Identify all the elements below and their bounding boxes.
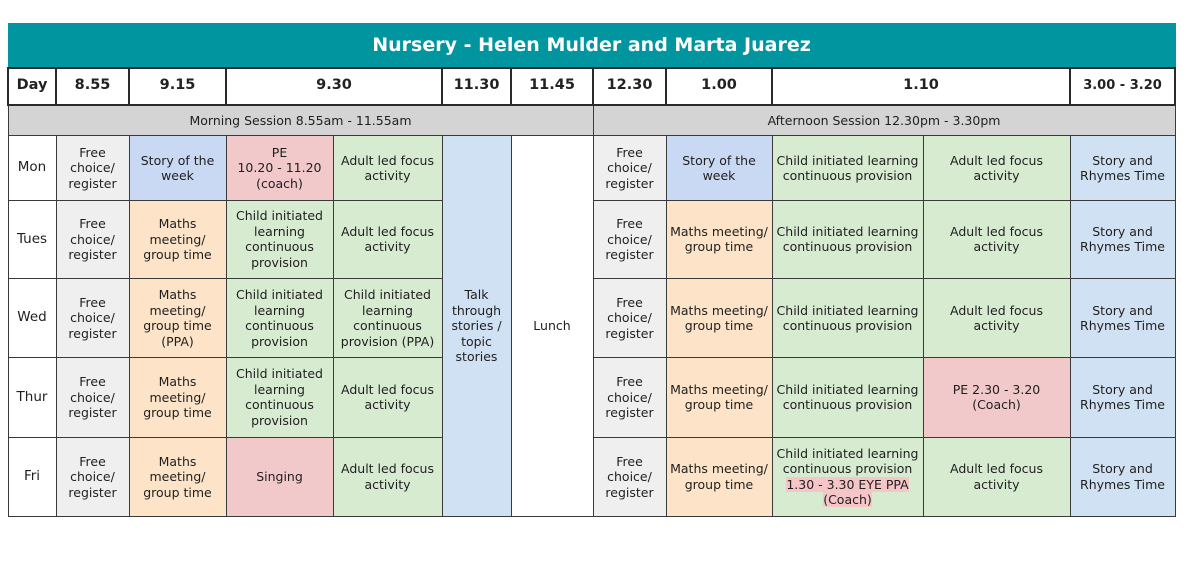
tues-story-rhymes: Story and Rhymes Time bbox=[1070, 200, 1175, 278]
mon-adult-led: Adult led focus activity bbox=[333, 136, 442, 200]
tues-pm-maths-meeting: Maths meeting/ group time bbox=[666, 200, 772, 278]
header-time-1230: 12.30 bbox=[593, 68, 666, 105]
mon-story-of-week: Story of the week bbox=[129, 136, 226, 200]
day-label-thur: Thur bbox=[8, 358, 56, 437]
mon-pe-time: 10.20 - 11.20 bbox=[237, 160, 322, 176]
tues-child-initiated: Child initiated learning continuous provision bbox=[226, 200, 333, 278]
fri-singing: Singing bbox=[226, 437, 333, 516]
mon-pe bbox=[226, 136, 333, 200]
header-time-1310: 1.10 bbox=[772, 68, 1070, 105]
fri-maths-meeting: Maths meeting/ group time bbox=[129, 437, 226, 516]
thur-maths-meeting: Maths meeting/ group time bbox=[129, 358, 226, 437]
mon-pm-free-choice: Free choice/ register bbox=[593, 136, 666, 200]
thur-story-rhymes: Story and Rhymes Time bbox=[1070, 358, 1175, 437]
header-time-0930: 9.30 bbox=[226, 68, 442, 105]
thur-pm-free-choice: Free choice/ register bbox=[593, 358, 666, 437]
wed-free-choice: Free choice/ register bbox=[56, 279, 129, 358]
day-label-mon: Mon bbox=[8, 136, 56, 200]
header-time-1300: 1.00 bbox=[666, 68, 772, 105]
fri-eye-ppa-coach: (Coach) bbox=[823, 492, 872, 508]
mon-pe-coach: (coach) bbox=[256, 175, 303, 191]
fri-child-initiated-text: Child initiated learning continuous provision bbox=[776, 445, 919, 477]
talk-through-stories: Talk through stories / topic stories bbox=[442, 136, 511, 517]
thur-pe-time: PE 2.30 - 3.20 bbox=[952, 381, 1041, 397]
tues-free-choice: Free choice/ register bbox=[56, 200, 129, 278]
header-time-0915: 9.15 bbox=[129, 68, 226, 105]
fri-eye-ppa: 1.30 - 3.30 EYE PPA bbox=[786, 476, 909, 492]
wed-maths-meeting-ppa: Maths meeting/ group time (PPA) bbox=[129, 279, 226, 358]
lunch: Lunch bbox=[511, 136, 593, 517]
tues-pm-child-initiated: Child initiated learning continuous provision bbox=[772, 200, 923, 278]
header-time-1500: 3.00 - 3.20 bbox=[1070, 68, 1175, 105]
nursery-timetable bbox=[7, 23, 1176, 517]
mon-pe-title: PE bbox=[271, 144, 288, 160]
thur-pm-maths-meeting: Maths meeting/ group time bbox=[666, 358, 772, 437]
fri-adult-led: Adult led focus activity bbox=[333, 437, 442, 516]
thur-child-initiated: Child initiated learning continuous provision bbox=[226, 358, 333, 437]
fri-pm-free-choice: Free choice/ register bbox=[593, 437, 666, 516]
wed-story-rhymes: Story and Rhymes Time bbox=[1070, 279, 1175, 358]
header-day: Day bbox=[8, 68, 56, 105]
day-label-fri: Fri bbox=[8, 437, 56, 516]
wed-pm-adult-led: Adult led focus activity bbox=[923, 279, 1070, 358]
day-label-wed: Wed bbox=[8, 279, 56, 358]
fri-free-choice: Free choice/ register bbox=[56, 437, 129, 516]
thur-pm-child-initiated: Child initiated learning continuous provision bbox=[772, 358, 923, 437]
morning-session-banner: Morning Session 8.55am - 11.55am bbox=[8, 105, 593, 136]
wed-pm-child-initiated: Child initiated learning continuous provision bbox=[772, 279, 923, 358]
header-time-0855: 8.55 bbox=[56, 68, 129, 105]
thur-pe-coach: (Coach) bbox=[972, 397, 1021, 413]
afternoon-session-banner: Afternoon Session 12.30pm - 3.30pm bbox=[593, 105, 1175, 136]
wed-child-initiated: Child initiated learning continuous provision bbox=[226, 279, 333, 358]
wed-pm-free-choice: Free choice/ register bbox=[593, 279, 666, 358]
fri-story-rhymes: Story and Rhymes Time bbox=[1070, 437, 1175, 516]
wed-child-initiated-ppa: Child initiated learning continuous provision (PPA) bbox=[333, 279, 442, 358]
thur-free-choice: Free choice/ register bbox=[56, 358, 129, 437]
header-time-1130: 11.30 bbox=[442, 68, 511, 105]
timetable-title: Nursery - Helen Mulder and Marta Juarez bbox=[8, 24, 1175, 68]
mon-free-choice: Free choice/ register bbox=[56, 136, 129, 200]
header-time-1145: 11.45 bbox=[511, 68, 593, 105]
thur-adult-led: Adult led focus activity bbox=[333, 358, 442, 437]
fri-pm-adult-led: Adult led focus activity bbox=[923, 437, 1070, 516]
mon-child-initiated: Child initiated learning continuous provision bbox=[772, 136, 923, 200]
tues-maths-meeting: Maths meeting/ group time bbox=[129, 200, 226, 278]
mon-story-rhymes: Story and Rhymes Time bbox=[1070, 136, 1175, 200]
fri-pm-child-initiated bbox=[772, 437, 923, 516]
tues-pm-adult-led: Adult led focus activity bbox=[923, 200, 1070, 278]
tues-adult-led: Adult led focus activity bbox=[333, 200, 442, 278]
fri-pm-maths-meeting: Maths meeting/ group time bbox=[666, 437, 772, 516]
mon-pm-story-of-week: Story of the week bbox=[666, 136, 772, 200]
day-label-tues: Tues bbox=[8, 200, 56, 278]
mon-pm-adult-led: Adult led focus activity bbox=[923, 136, 1070, 200]
thur-pe bbox=[923, 358, 1070, 437]
tues-pm-free-choice: Free choice/ register bbox=[593, 200, 666, 278]
wed-pm-maths-meeting: Maths meeting/ group time bbox=[666, 279, 772, 358]
